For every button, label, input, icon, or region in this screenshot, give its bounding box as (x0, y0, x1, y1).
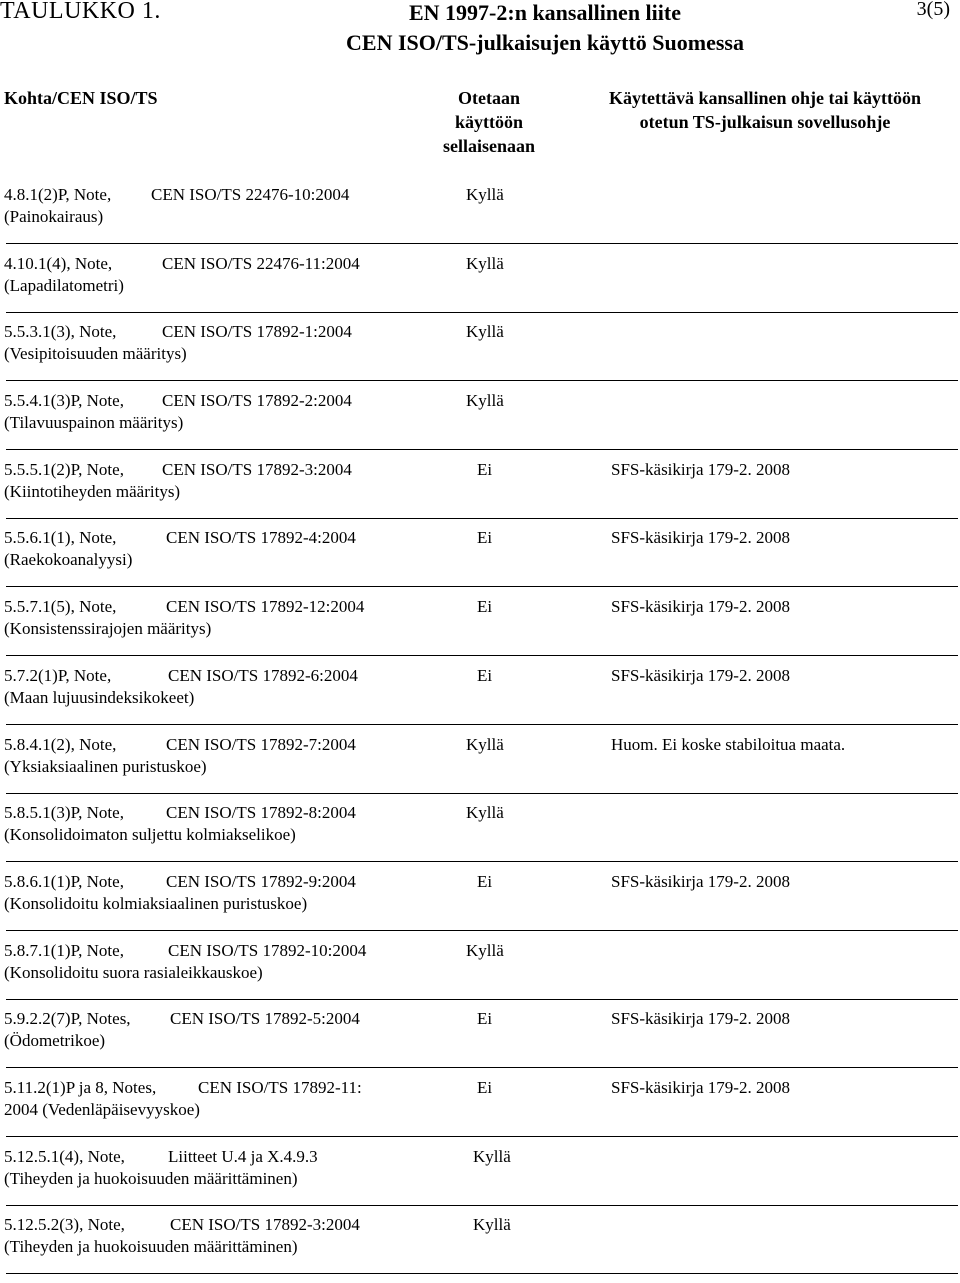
row-divider (6, 449, 958, 450)
table-row (0, 523, 960, 592)
header-guidance-line1: Käytettävä kansallinen ohje tai käyttöön (608, 88, 921, 108)
row-clause: 5.8.6.1(1)P, Note, (4, 871, 124, 891)
row-divider (6, 1136, 958, 1137)
title-row (0, 0, 960, 62)
table-row (0, 455, 960, 524)
row-description: (Vesipitoisuuden määritys) (4, 344, 187, 364)
row-ts-code: CEN ISO/TS 17892-5:2004 (170, 1009, 360, 1029)
table-row (0, 249, 960, 318)
table-row (0, 317, 960, 386)
row-adopt-value: Ei (477, 1077, 493, 1097)
document-title (300, 0, 790, 58)
row-adopt-value: Ei (477, 871, 493, 891)
row-adopt-value: Ei (477, 459, 493, 479)
row-adopt-value: Kyllä (466, 253, 504, 273)
row-description: (Konsolidoimaton suljettu kolmiakselikoe) (4, 825, 296, 845)
header-adopt-line3: sellaisenaan (442, 136, 535, 156)
row-guidance: SFS-käsikirja 179-2. 2008 (611, 528, 790, 548)
row-divider (6, 793, 958, 794)
row-description: (Konsistenssirajojen määritys) (4, 619, 212, 639)
row-divider (6, 724, 958, 725)
document-title-line1: EN 1997-2:n kansallinen liite (409, 0, 681, 25)
table-row (0, 661, 960, 730)
header-guidance (580, 86, 950, 134)
row-clause: 5.5.7.1(5), Note, (4, 597, 117, 617)
row-adopt-value: Kyllä (466, 322, 504, 342)
table-row (0, 1210, 960, 1279)
row-clause: 5.5.5.1(2)P, Note, (4, 459, 124, 479)
row-guidance: SFS-käsikirja 179-2. 2008 (611, 871, 790, 891)
row-adopt-value: Ei (477, 665, 493, 685)
row-clause: 5.11.2(1)P ja 8, Notes, (4, 1077, 157, 1097)
table-row (0, 1142, 960, 1211)
table-row (0, 592, 960, 661)
table-row (0, 1004, 960, 1073)
row-divider (6, 655, 958, 656)
row-ts-code: CEN ISO/TS 17892-6:2004 (168, 665, 358, 685)
table-body (0, 180, 960, 1279)
header-guidance-line2: otetun TS-julkaisun sovellusohje (639, 112, 891, 132)
row-divider (6, 930, 958, 931)
row-clause: 5.8.7.1(1)P, Note, (4, 940, 124, 960)
row-description: (Ödometrikoe) (4, 1031, 106, 1051)
header-clause: Kohta/CEN ISO/TS (4, 88, 158, 108)
row-divider (6, 518, 958, 519)
header-adopt-line2: käyttöön (454, 112, 523, 132)
row-ts-code: CEN ISO/TS 17892-12:2004 (166, 597, 365, 617)
row-guidance: SFS-käsikirja 179-2. 2008 (611, 459, 790, 479)
row-adopt-value: Kyllä (473, 1215, 511, 1235)
row-clause: 5.8.5.1(3)P, Note, (4, 803, 124, 823)
row-clause: 5.5.3.1(3), Note, (4, 322, 117, 342)
table-row (0, 798, 960, 867)
row-divider (6, 1205, 958, 1206)
row-clause: 4.10.1(4), Note, (4, 253, 113, 273)
row-ts-code: CEN ISO/TS 17892-10:2004 (168, 940, 367, 960)
row-clause: 5.5.6.1(1), Note, (4, 528, 117, 548)
row-description: (Maan lujuusindeksikokeet) (4, 687, 195, 707)
header-adopt-line1: Otetaan (458, 88, 520, 108)
row-description: (Tiheyden ja huokoisuuden määrittäminen) (4, 1237, 298, 1257)
row-guidance: SFS-käsikirja 179-2. 2008 (611, 1009, 790, 1029)
row-clause: 5.7.2(1)P, Note, (4, 665, 112, 685)
row-adopt-value: Kyllä (466, 940, 504, 960)
row-adopt-value: Kyllä (466, 734, 504, 754)
row-clause: 4.8.1(2)P, Note, (4, 185, 112, 204)
row-adopt-value: Ei (477, 1009, 493, 1029)
row-divider (6, 380, 958, 381)
table-row (0, 730, 960, 799)
row-adopt-value: Kyllä (466, 391, 504, 411)
row-guidance: SFS-käsikirja 179-2. 2008 (611, 1077, 790, 1097)
row-ts-code: CEN ISO/TS 17892-9:2004 (166, 871, 356, 891)
row-divider (6, 586, 958, 587)
row-description: (Konsolidoitu kolmiaksiaalinen puristuskoe) (4, 893, 308, 913)
row-clause: 5.5.4.1(3)P, Note, (4, 391, 124, 411)
table-row (0, 867, 960, 936)
row-adopt-value: Kyllä (473, 1146, 511, 1166)
row-guidance: SFS-käsikirja 179-2. 2008 (611, 665, 790, 685)
table-row (0, 936, 960, 1005)
row-clause: 5.12.5.1(4), Note, (4, 1146, 125, 1166)
row-description: 2004 (Vedenläpäisevyyskoe) (4, 1099, 200, 1119)
document-title-line2: CEN ISO/TS-julkaisujen käyttö Suomessa (346, 30, 744, 55)
table-row (0, 180, 960, 249)
row-description: (Lapadilatometri) (4, 275, 124, 295)
row-ts-code: CEN ISO/TS 17892-1:2004 (162, 322, 352, 342)
page-number: 3(5) (916, 0, 950, 20)
row-divider (6, 861, 958, 862)
table-row (0, 386, 960, 455)
row-clause: 5.9.2.2(7)P, Notes, (4, 1009, 131, 1029)
row-adopt-value: Ei (477, 528, 493, 548)
row-ts-code: CEN ISO/TS 17892-2:2004 (162, 391, 352, 411)
row-adopt-value: Kyllä (466, 803, 504, 823)
row-description: (Kiintotiheyden määritys) (4, 481, 181, 501)
row-divider (6, 1273, 958, 1274)
row-ts-code: CEN ISO/TS 22476-11:2004 (162, 253, 360, 273)
table-row (0, 1073, 960, 1142)
row-ts-code: CEN ISO/TS 22476-10:2004 (151, 185, 350, 204)
row-ts-code: CEN ISO/TS 17892-7:2004 (166, 734, 356, 754)
row-ts-code: CEN ISO/TS 17892-3:2004 (170, 1215, 360, 1235)
row-guidance: Huom. Ei koske stabiloitua maata. (611, 734, 846, 754)
row-description: (Konsolidoitu suora rasialeikkauskoe) (4, 962, 263, 982)
row-guidance: SFS-käsikirja 179-2. 2008 (611, 597, 790, 617)
row-adopt-value: Kyllä (466, 185, 504, 204)
row-description: (Yksiaksiaalinen puristuskoe) (4, 756, 207, 776)
row-ts-code: CEN ISO/TS 17892-4:2004 (166, 528, 356, 548)
row-description: (Painokairaus) (4, 207, 104, 226)
row-ts-code: CEN ISO/TS 17892-11: (198, 1077, 362, 1097)
row-ts-code: CEN ISO/TS 17892-3:2004 (162, 459, 352, 479)
row-description: (Raekokoanalyysi) (4, 550, 133, 570)
row-adopt-value: Ei (477, 597, 493, 617)
row-description: (Tiheyden ja huokoisuuden määrittäminen) (4, 1168, 298, 1188)
table-number: TAULUKKO 1. (0, 0, 161, 24)
row-clause: 5.8.4.1(2), Note, (4, 734, 117, 754)
row-divider (6, 1067, 958, 1068)
row-ts-code: Liitteet U.4 ja X.4.9.3 (168, 1146, 318, 1166)
row-clause: 5.12.5.2(3), Note, (4, 1215, 125, 1235)
row-divider (6, 999, 958, 1000)
row-divider (6, 243, 958, 244)
row-ts-code: CEN ISO/TS 17892-8:2004 (166, 803, 356, 823)
row-description: (Tilavuuspainon määritys) (4, 413, 184, 433)
row-divider (6, 312, 958, 313)
header-adopt (424, 86, 554, 158)
